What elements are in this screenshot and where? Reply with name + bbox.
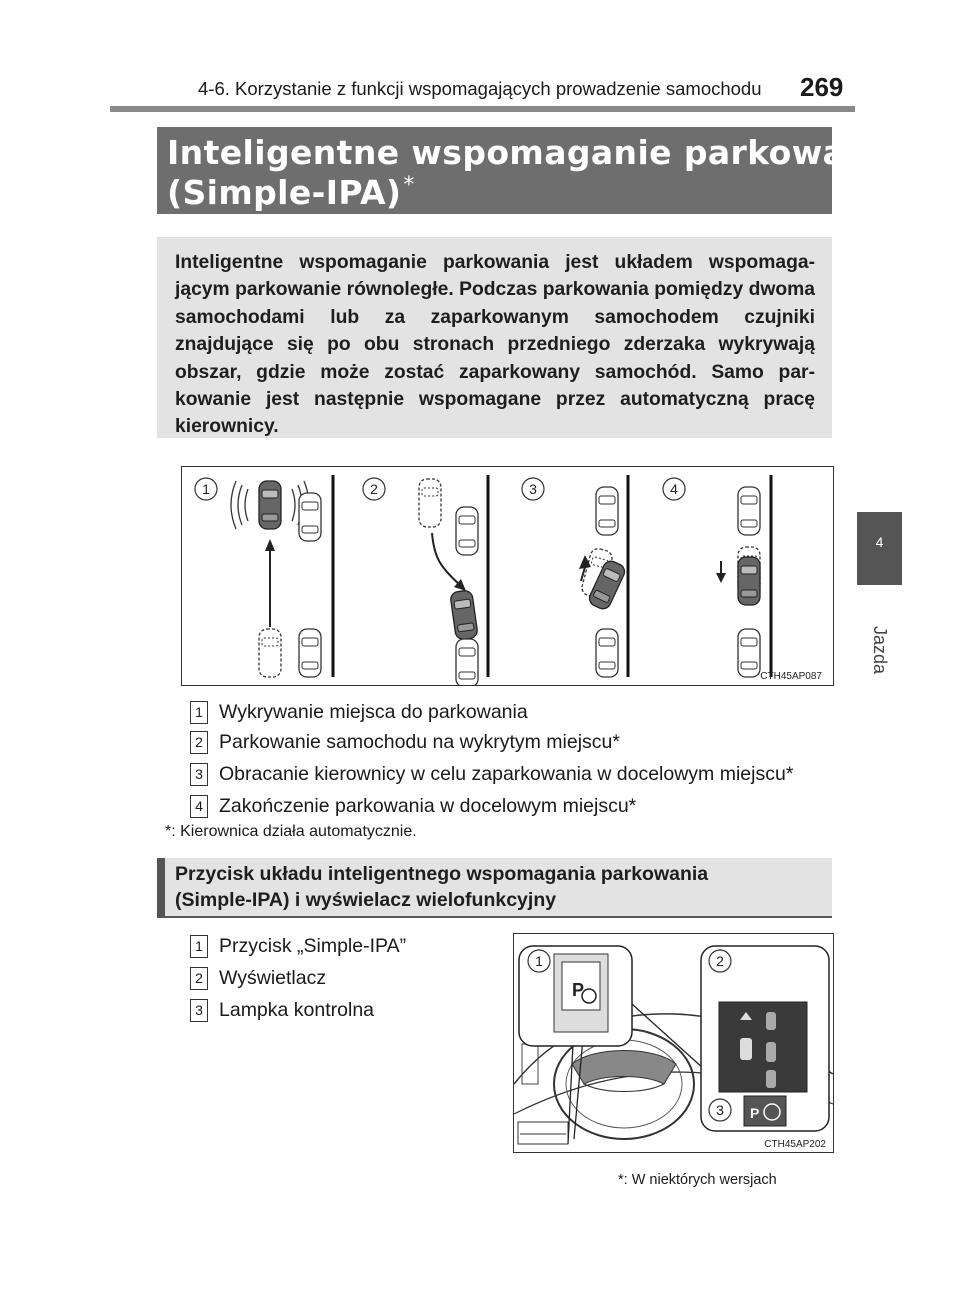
step-item — [190, 795, 636, 818]
svg-text:1: 1 — [535, 953, 543, 969]
page-title-line2 — [167, 173, 415, 212]
panel-1-detection — [231, 481, 321, 677]
step-text: Parkowanie samochodu na wykrytym miejscu* — [219, 731, 620, 753]
chapter-tab: 4 — [857, 512, 902, 585]
subsection-heading — [175, 862, 708, 914]
component-text: Przycisk „Simple-IPA” — [219, 935, 407, 957]
title-footnote-star: * — [403, 173, 415, 198]
callout-number-1 — [528, 950, 550, 972]
panel-number-2 — [363, 478, 385, 500]
step-number: 1 — [190, 701, 208, 724]
step-text: Wykrywanie miejsca do parkowania — [219, 701, 528, 723]
step-item — [190, 731, 620, 754]
callout-number-2 — [709, 950, 731, 972]
figure-code: CTH45AP087 — [760, 671, 822, 682]
step-number: 2 — [190, 731, 208, 754]
svg-text:1: 1 — [202, 481, 210, 497]
step-number: 4 — [190, 795, 208, 818]
callout-number-3 — [709, 1099, 731, 1121]
dashboard-illustration — [514, 934, 833, 1152]
title-text: (Simple-IPA) — [167, 173, 402, 212]
component-text: Lampka kontrolna — [219, 999, 375, 1021]
svg-text:2: 2 — [370, 481, 378, 497]
panel-number-4 — [663, 478, 685, 500]
section-header: 4-6. Korzystanie z funkcji wspomagających prowadzenie samochodu — [198, 78, 762, 99]
step-text: Zakończenie parkowania w docelowym miejscu* — [219, 795, 637, 817]
page-number: 269 — [800, 72, 844, 102]
panel-number-3 — [522, 478, 544, 500]
page-title-line1: Inteligentne wspomaganie parkowania — [167, 133, 904, 172]
chapter-label: Jazda — [870, 625, 890, 675]
panel-3-steering — [579, 487, 627, 677]
component-item — [190, 935, 406, 958]
indicator-letter: P — [750, 1105, 760, 1121]
panel-number-1 — [195, 478, 217, 500]
component-number: 3 — [190, 999, 208, 1022]
svg-text:3: 3 — [716, 1102, 724, 1118]
dashboard-figure — [513, 933, 834, 1153]
component-item — [190, 967, 326, 990]
steps-footnote: *: Kierownica działa automatycznie. — [165, 823, 417, 840]
step-text: Obracanie kierownicy w celu zaparkowania w docelowym miejscu* — [219, 763, 794, 785]
ipa-button-letter: P — [572, 980, 585, 1000]
parking-steps-illustration — [182, 467, 833, 685]
component-text: Wyświetlacz — [219, 967, 327, 989]
subsection-heading-line1: Przycisk układu inteligentnego wspomagania parkowania — [175, 863, 709, 885]
figure-code: CTH45AP202 — [764, 1139, 826, 1150]
component-number: 1 — [190, 935, 208, 958]
subsection-rule — [157, 916, 832, 918]
svg-text:3: 3 — [529, 481, 537, 497]
component-number: 2 — [190, 967, 208, 990]
bottom-footnote: *: W niektórych wersjach — [618, 1172, 777, 1188]
svg-text:4: 4 — [670, 481, 678, 497]
svg-text:2: 2 — [716, 953, 724, 969]
intro-text: Inteligentne wspomaganie parkowania jest układem wspomaga-jącym parkowanie równoległe. Podczas parkowania pomiędzy dwoma samochodami lub za zaparkowanym samochodem czujniki znajdujące się po obu stronach przedniego zderzaka wykrywają obszar, gdzie może zostać zaparkowany samochód. Samo par-kowanie jest następnie wspomagane przez automatyczną pracę kierownicy. — [175, 252, 815, 438]
subsection-heading-line2: (Simple-IPA) i wyświelacz wielofunkcyjny — [175, 888, 557, 911]
component-item — [190, 999, 374, 1022]
step-number: 3 — [190, 763, 208, 786]
step-item — [190, 701, 528, 724]
step-item — [190, 763, 793, 786]
parking-steps-figure — [181, 466, 834, 686]
header-rule — [110, 106, 855, 112]
panel-4-complete — [716, 487, 760, 677]
panel-2-parking — [419, 479, 478, 685]
